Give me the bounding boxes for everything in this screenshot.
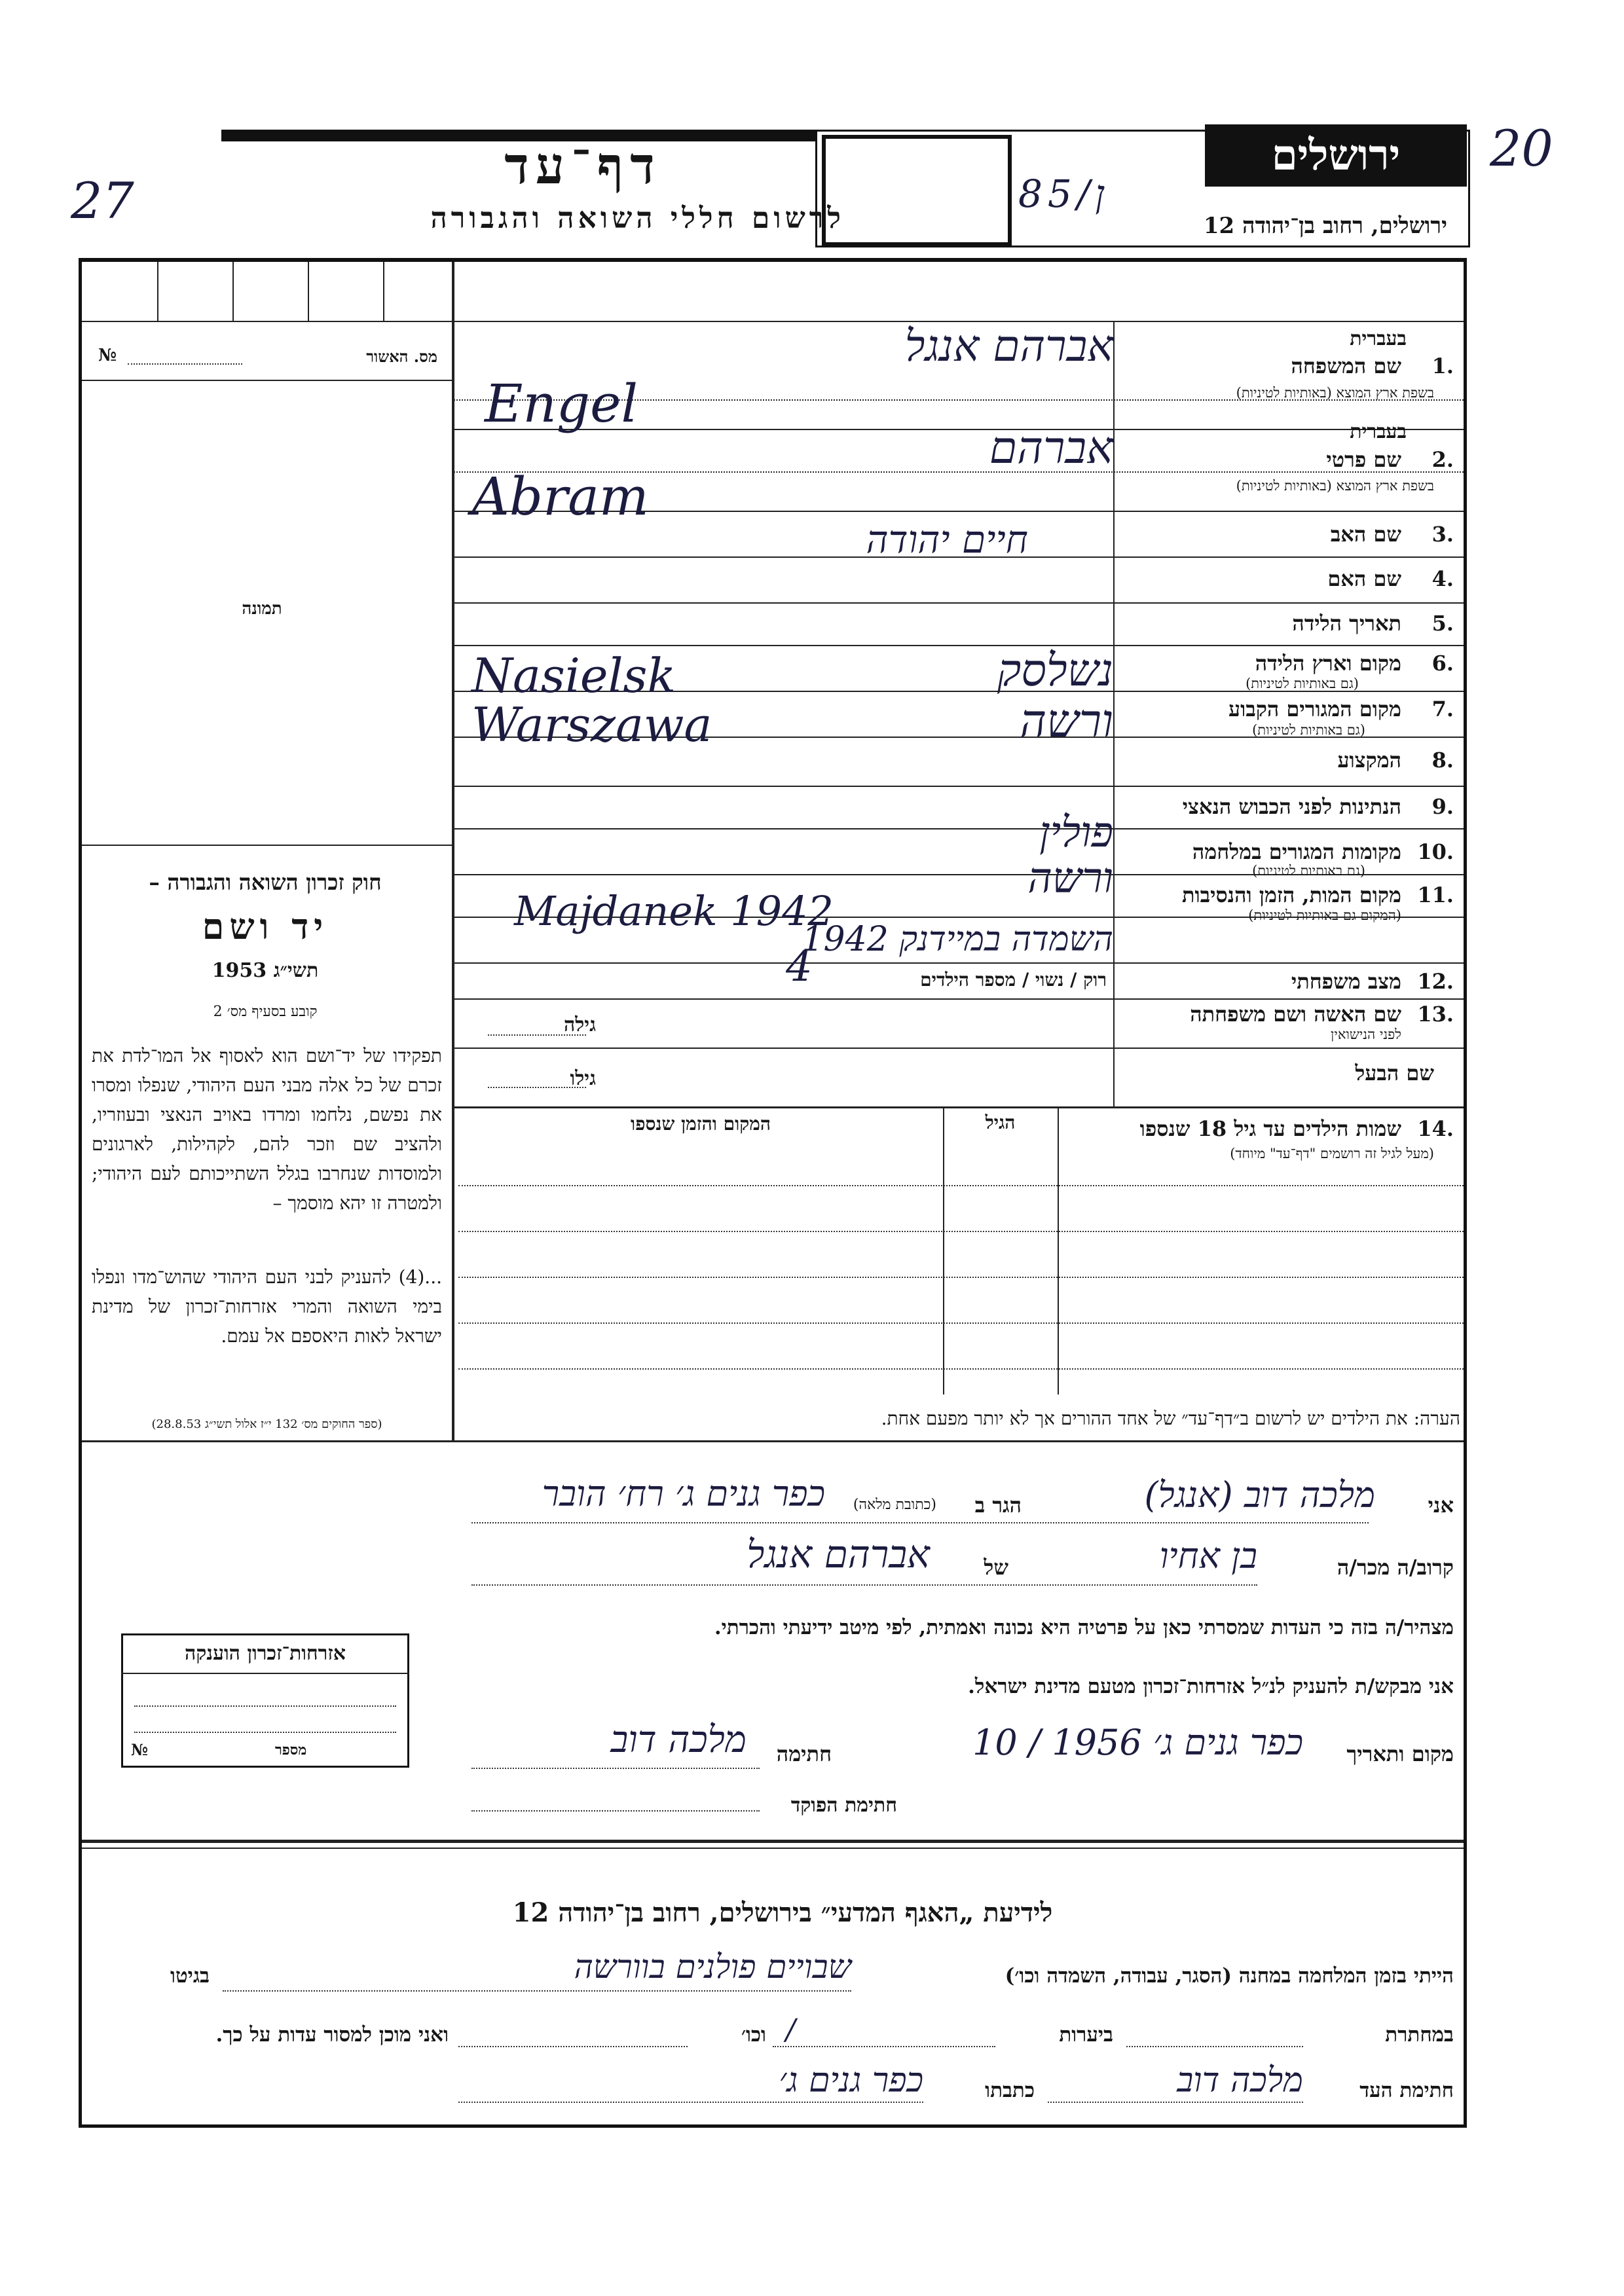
stamp-number: 85/ן (1018, 172, 1111, 216)
law-year: תשי״ג 1953 (212, 959, 319, 982)
citizenship-number-sign: № (131, 1740, 149, 1759)
children-place-header: המקום והזמן שנספו (631, 1113, 771, 1135)
law-reference: (ספר החוקים מס׳ 132 י״ז אלול תשי״ג 28.8.53) (151, 1417, 382, 1431)
decl-address-hint: (כתובת מלאה) (853, 1497, 936, 1513)
photo-box-bottom (82, 845, 452, 846)
stamp-logo: ירושלים (1205, 124, 1467, 187)
citizenship-number-label: מספר (275, 1741, 307, 1758)
decl-request: אני מבקש/ת להעניק לנ״ל אזרחות־זכרון מטעם מדינת ישראל. (968, 1675, 1454, 1698)
field-1-lang: בעברית (1350, 327, 1407, 350)
law-text-1: תפקידו של יד־ושם הוא לאסוף אל המו־לדת את זכרם של כל אלה מבני העם היהודי, שנפלו ומסרו את נפשם, נלחמו ומרדו באויב הנאצי ובעוזריו, ולהציב שם וזכר להם, לקהילות, לארגונים ולמוסדות שנחרבו בגלל השתייכותם לעם היהודי; ולמטרה זו יהא מוסמך – (92, 1045, 442, 1214)
bottom-addr-value: כפר גנים ג׳ (779, 2061, 923, 2100)
bottom-sig-label: חתימת העד (1359, 2079, 1454, 2102)
field-11-label: מקום המות, הזמן והנסיבות (1181, 883, 1401, 907)
page-title: דף־עד (504, 136, 661, 196)
bottom-line2-suffix: ואני מוכן למסור עדות על כך. (215, 2023, 449, 2047)
bottom-title: לידיעת „האגף המדעי״ בירושלים, רחוב בן־יהודה 12 (512, 1897, 1053, 1928)
page-subtitle: לרשום חללי השואה והגבורה (430, 202, 845, 235)
field-11-sub: (המקום גם באותיות לטיניות) (1248, 907, 1401, 923)
field-1-num: 1. (1431, 354, 1454, 378)
field-2-value-he: אברהם (989, 422, 1113, 474)
field-2-lang: בעברית (1350, 420, 1407, 443)
field-11-value-he: השמדה במיידנק 1942 (802, 920, 1113, 959)
law-name: יד ושם (202, 905, 329, 947)
stamp-box-inner (822, 135, 1012, 246)
husband-age-label: גילו (570, 1067, 596, 1090)
field-11-value-lat: Majdanek 1942 (514, 887, 834, 935)
value-label-divider (1113, 321, 1115, 1106)
margin-note-right: 20 (1490, 119, 1553, 177)
field-4-num: 4. (1431, 566, 1454, 591)
law-title: חוק זכרון השואה והגבורה – (149, 869, 382, 895)
decl-official-label: חתימת הפוקד (790, 1794, 897, 1817)
field-13-sub: לפני הנישואין (1331, 1027, 1401, 1042)
sidebar-divider (452, 262, 454, 1440)
field-7-num: 7. (1431, 697, 1454, 721)
field-14-label: שמות הילדים עד גיל 18 שנספו (1139, 1116, 1401, 1141)
decl-place-date-label: מקום ותאריך (1346, 1741, 1454, 1766)
field-14-num: 14. (1417, 1116, 1454, 1141)
bottom-etc: וכו׳ (741, 2023, 766, 2047)
field-4-label: שם האם (1327, 566, 1401, 591)
field-5-num: 5. (1431, 611, 1454, 636)
field-9-num: 9. (1431, 794, 1454, 819)
bottom-line2-value: / (786, 2013, 796, 2047)
bottom-sig-value: מלכה דוב (1177, 2061, 1303, 2100)
field-1-value-he: אברהם אנגל (904, 321, 1113, 371)
wife-age-label: גילה (563, 1013, 596, 1036)
field-7-label: מקום המגורים הקבוע (1228, 697, 1401, 721)
field-7-value-he: ורשה (1020, 694, 1113, 748)
field-1-label: שם המשפחה (1291, 354, 1401, 378)
field-2-sub: בשפת ארץ המוצא (באותיות לטיניות) (1236, 478, 1434, 494)
header-address: ירושלים, רחוב בן־יהודה 12 (1203, 213, 1447, 239)
field-6-sub: (גם באותיות לטיניות) (1246, 676, 1359, 691)
field-13-label: שם האשה ושם משפחתה (1190, 1002, 1401, 1027)
approval-number-sign: № (98, 346, 117, 365)
decl-of-value: אברהם אנגל (747, 1532, 930, 1576)
decl-statement: מצהיר/ה בזה כי העדות שמסרתי כאן על פרטיה היא נכונה ואמתית, לפי מיטב ידיעתי והכרתי. (714, 1616, 1454, 1639)
decl-address: כפר גנים ג׳ רח׳ הובר (542, 1473, 825, 1514)
law-clause: קובע בסעיף מס׳ 2 (213, 1004, 318, 1020)
decl-of-label: של (984, 1555, 1008, 1580)
approval-label: מס. האשור (366, 347, 437, 366)
bottom-line1-suffix: בגיטו (170, 1964, 210, 1988)
bottom-hideout: במחתרת (1385, 2023, 1454, 2047)
bottom-separator (82, 1840, 1464, 1843)
field-2-value-lat: Abram (471, 466, 649, 527)
field-12-num: 12. (1417, 969, 1454, 994)
photo-label: תמונה (242, 599, 282, 619)
bottom-line1-prefix: הייתי בזמן המלחמה במחנה (הסגר, עבודה, השמדה וכו׳) (1005, 1964, 1454, 1988)
field-10-num: 10. (1417, 839, 1454, 864)
field-8-num: 8. (1431, 748, 1454, 773)
decl-relation-label: קרוב/ה מכר/ה (1337, 1555, 1454, 1580)
sidebar-bottom-rule (82, 1440, 1464, 1442)
bottom-line1-value: שבויים פולנים בוורשה (574, 1948, 851, 1986)
field-10-value-he: ורשה (1027, 854, 1113, 903)
husband-label: שם הבעל (1355, 1061, 1434, 1085)
field-9-value-he: פולין (1039, 809, 1113, 857)
field-3-num: 3. (1431, 522, 1454, 547)
bottom-forests: ביערות (1059, 2023, 1113, 2047)
field-2-label: שם פרטי (1326, 447, 1401, 472)
decl-signature: מלכה דוב (610, 1719, 747, 1761)
decl-relation: בן אחיו (1159, 1535, 1257, 1576)
field-14-sub: (מעל לגיל זה רושמים "דף־עד" מיוחד) (1230, 1146, 1434, 1161)
field-10-sub: (גם באותיות לטיניות) (1252, 863, 1365, 879)
decl-resides: הגר ב (974, 1493, 1022, 1518)
sidebar-top-row (82, 321, 452, 322)
law-text-2: ...(4) להעניק לבני העם היהודי שהוש־מדו ונפלו בימי השואה והמרי אזרחות־זכרון של מדינת ישראל לאות היאספם אל עמם. (92, 1266, 442, 1347)
field-12-options: רוק / נשוי / מספר הילדים (920, 969, 1107, 991)
field-3-value-he: חיים יהודה (866, 517, 1028, 562)
bottom-addr-label: כתבתו (985, 2079, 1035, 2102)
field-3-label: שם האב (1330, 522, 1401, 547)
field-12-label: מצב משפחתי (1291, 969, 1401, 994)
decl-declarant: מלכה דוב (אנגל) (1144, 1474, 1375, 1516)
field-5-label: תאריך הלידה (1292, 611, 1401, 636)
field-8-label: המקצוע (1337, 748, 1401, 773)
field-6-value-lat: Nasielsk (471, 648, 676, 703)
decl-place-date: כפר גנים ג׳ 1956 / 10 (972, 1722, 1303, 1763)
field-6-label: מקום וארץ הלידה (1255, 651, 1401, 676)
margin-note-left: 27 (71, 172, 134, 230)
citizenship-title: אזרחות־זכרון הוענקה (184, 1642, 346, 1665)
field-11-num: 11. (1417, 883, 1454, 907)
field-7-sub: (גם באותיות לטיניות) (1252, 722, 1365, 738)
field-6-num: 6. (1431, 651, 1454, 676)
field-1-value-lat: Engel (485, 373, 638, 434)
decl-prefix: אני (1428, 1493, 1454, 1518)
children-note: הערה: את הילדים יש לרשום ב״דף־עד״ של אחד ההורים אך לא יותר מפעם אחת. (881, 1408, 1460, 1429)
field-9-label: הנתינות לפני הכבוש הנאצי (1182, 794, 1401, 819)
decl-signature-label: חתימה (776, 1741, 832, 1766)
field-10-label: מקומות המגורים במלחמה (1192, 839, 1401, 864)
children-age-header: הגיל (985, 1112, 1016, 1133)
field-6-value-he: נשלסק (997, 645, 1113, 697)
field-2-num: 2. (1431, 447, 1454, 472)
field-1-sub: בשפת ארץ המוצא (באותיות לטיניות) (1236, 385, 1434, 401)
field-12-value: 4 (786, 943, 813, 991)
field-13-num: 13. (1417, 1002, 1454, 1027)
field-7-value-lat: Warszawa (471, 697, 712, 752)
